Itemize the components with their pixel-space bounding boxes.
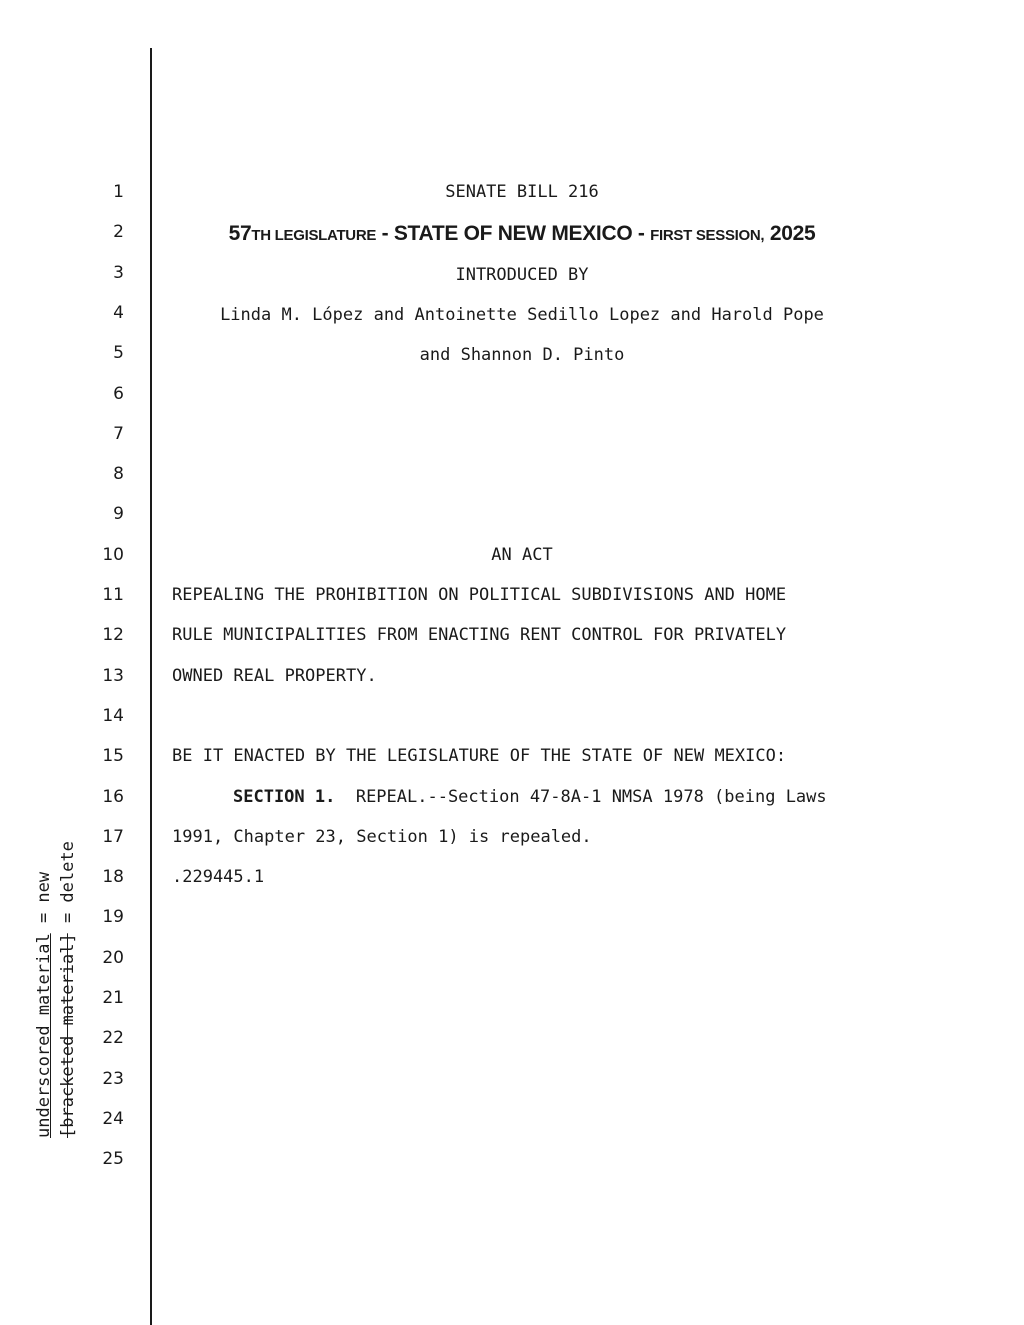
sponsors-line-2: and Shannon D. Pinto — [419, 345, 625, 365]
sponsors-line-1: Linda M. López and Antoinette Sedillo Lopez and Harold Pope — [220, 305, 824, 325]
bill-number: SENATE BILL 216 — [445, 182, 599, 202]
section-text: REPEAL.--Section 47-8A-1 NMSA 1978 (being Laws — [335, 787, 827, 807]
line-number: 25 — [102, 1149, 124, 1169]
session-label: FIRST SESSION, — [650, 227, 765, 244]
line-number: 10 — [102, 545, 124, 565]
legislature-heading — [172, 222, 872, 248]
legend-delete-eq: = delete — [58, 841, 78, 934]
line-number: 5 — [113, 343, 124, 363]
act-title-line: RULE MUNICIPALITIES FROM ENACTING RENT CONTROL FOR PRIVATELY — [172, 625, 787, 645]
line-number: 15 — [102, 746, 124, 766]
line-number: 3 — [113, 263, 124, 283]
line-number: 11 — [102, 585, 124, 605]
line-number: 9 — [113, 504, 124, 524]
line-number: 12 — [102, 625, 124, 645]
line-number: 6 — [113, 384, 124, 404]
line-number: 7 — [113, 424, 124, 444]
line-number: 20 — [102, 948, 124, 968]
line-number: 16 — [102, 787, 124, 807]
act-title-line: REPEALING THE PROHIBITION ON POLITICAL SUBDIVISIONS AND HOME — [172, 585, 787, 605]
session-year: 2025 — [764, 222, 816, 245]
introduced-by: INTRODUCED BY — [455, 265, 589, 285]
document-number: .229445.1 — [172, 867, 265, 887]
line-number: 19 — [102, 907, 124, 927]
line-number: 2 — [113, 222, 124, 242]
heading-separator: - — [632, 222, 651, 245]
legend-delete — [58, 841, 78, 1138]
legislature-label: TH LEGISLATURE — [251, 227, 377, 244]
line-number: 17 — [102, 827, 124, 847]
legend-new — [34, 872, 54, 1138]
line-number: 1 — [113, 182, 124, 202]
legend-underscored-label: underscored material — [34, 933, 54, 1138]
enacting-clause: BE IT ENACTED BY THE LEGISLATURE OF THE STATE OF NEW MEXICO: — [172, 746, 787, 766]
act-title-line: OWNED REAL PROPERTY. — [172, 666, 377, 686]
legislature-number: 57 — [228, 222, 252, 245]
section-1-line-2: 1991, Chapter 23, Section 1) is repealed. — [172, 827, 592, 847]
line-number: 22 — [102, 1028, 124, 1048]
left-margin-rule — [150, 48, 152, 1325]
line-number: 21 — [102, 988, 124, 1008]
act-heading: AN ACT — [491, 545, 553, 565]
legend-bracketed-label: [bracketed material] — [58, 933, 78, 1138]
line-number: 8 — [113, 464, 124, 484]
markup-legend — [34, 841, 94, 1158]
line-number: 24 — [102, 1109, 124, 1129]
section-label: SECTION 1. — [233, 787, 336, 807]
line-number: 13 — [102, 666, 124, 686]
line-number: 18 — [102, 867, 124, 887]
heading-separator: - — [376, 222, 394, 245]
state-name: STATE OF NEW MEXICO — [393, 222, 633, 245]
line-number: 4 — [113, 303, 124, 323]
legend-new-eq: = new — [34, 871, 54, 934]
line-number: 23 — [102, 1069, 124, 1089]
line-number: 14 — [102, 706, 124, 726]
section-1-line-1 — [233, 787, 827, 807]
